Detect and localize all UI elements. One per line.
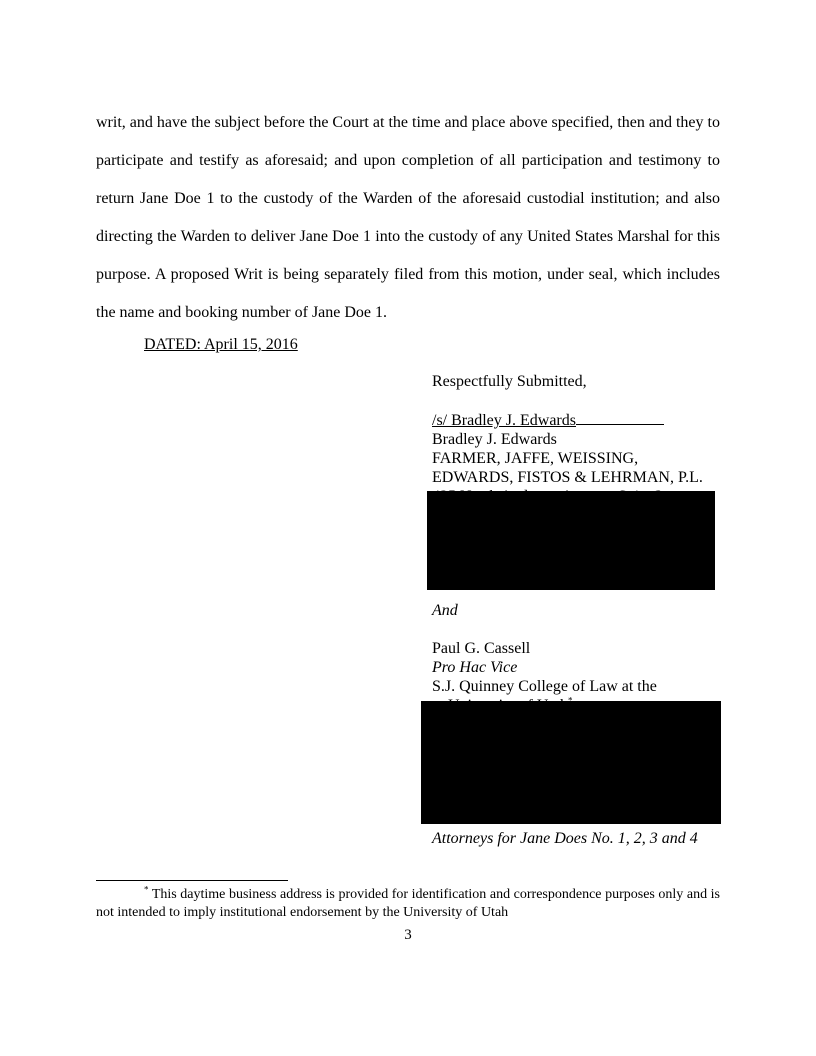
footnote-text: This daytime business address is provided for identification and correspondence purposes only and is not intended to imply institutional endorsement by the University of Utah (96, 887, 721, 920)
conjunction-and: And (432, 602, 458, 619)
pro-hac-vice: Pro Hac Vice (432, 659, 518, 676)
footnote (96, 886, 720, 922)
page-number: 3 (404, 927, 412, 943)
attorney-name: Bradley J. Edwards (432, 431, 557, 448)
body-paragraph: writ, and have the subject before the Court at the time and place above specified, then and they to participate and testify as aforesaid; and upon completion of all participation and testimony to return Jane Doe 1 to the custody of the Warden of the aforesaid custodial institution; and also directing the Warden to deliver Jane Doe 1 into the custody of any United States Marshal for this purpose. A proposed Writ is being separately filed from this motion, under seal, which includes the name and booking number of Jane Doe 1. (96, 114, 720, 321)
co-counsel-name: Paul G. Cassell (432, 640, 531, 657)
footnote-divider (96, 880, 288, 881)
closing-text: Respectfully Submitted, (432, 373, 587, 390)
co-counsel-org-1: S.J. Quinney College of Law at the (432, 678, 657, 695)
redaction-bar-2 (421, 701, 721, 824)
redaction-bar-1 (427, 491, 715, 590)
signature-underline (576, 410, 664, 425)
attorneys-for-partial: Attorneys for Jane Does No. 1, 2, 3 and 4 (432, 830, 698, 847)
e-signature (432, 410, 752, 430)
firm-name-line-2: EDWARDS, FISTOS & LEHRMAN, P.L. (432, 469, 703, 486)
firm-name-line-1: FARMER, JAFFE, WEISSING, (432, 450, 639, 467)
footnote-marker: * (144, 884, 149, 895)
e-signature-text: /s/ Bradley J. Edwards (432, 412, 576, 429)
dated-line: DATED: April 15, 2016 (144, 336, 298, 353)
